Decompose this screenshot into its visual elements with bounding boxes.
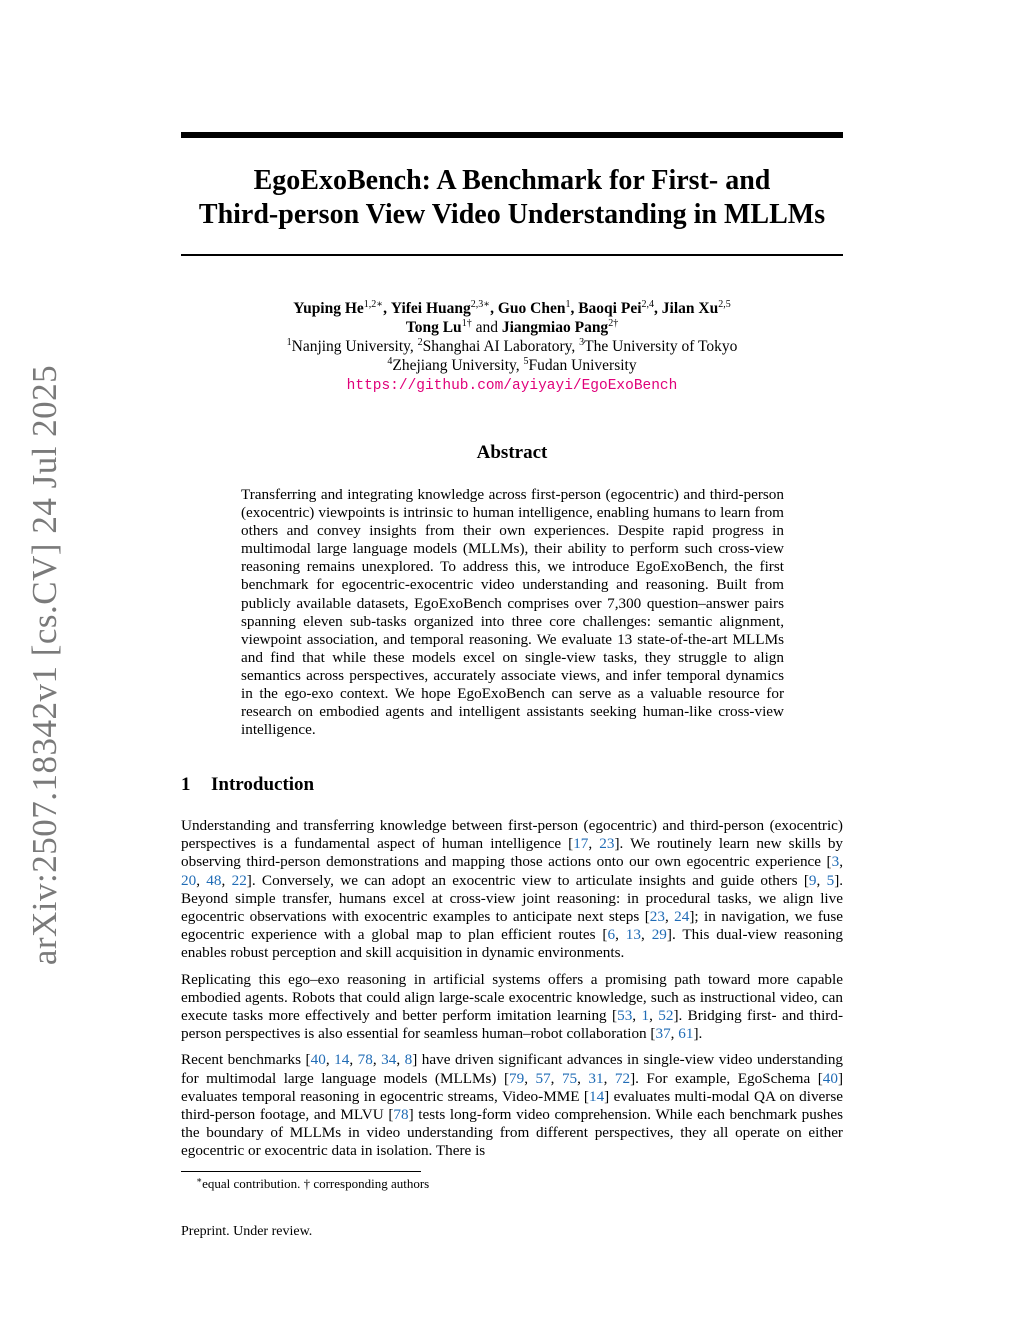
paragraph-text: ] tests long-form video comprehension. While each benchmark pushes the boundary of MLLMs in video understanding from different perspectives, they all operate on either egocentric or exocentric data in isolation. There is — [181, 1106, 843, 1160]
introduction-body — [181, 817, 843, 1169]
affiliation-sup: 3 — [579, 337, 585, 348]
paragraph-text: ] evaluates multi-modal QA on diverse third-person footage, and MLVU [ — [181, 1087, 843, 1124]
paragraph-text: ]. Beyond simple transfer, humans excel at cross-view joint reasoning: in procedural tasks, we align live egocentric observations with exocentric examples to anticipate next steps [ — [181, 871, 844, 926]
affiliation: Nanjing University — [291, 338, 410, 355]
author-line-1: Yuping $He^{1,2∗}$, Yifei Huang$^{2,3∗}$, Guo Chen$^1$, Baoqi Pei$^{2,4}$, Jilan Xu$^{2,5}$ — [293, 299, 731, 317]
author-name: Jilan Xu — [661, 300, 719, 317]
author-name: Yifei Huang — [390, 300, 471, 317]
citation-link[interactable]: 79 — [509, 1069, 525, 1087]
title-rule-top — [181, 132, 843, 138]
affiliation-sup: 5 — [523, 356, 529, 367]
paragraph-text: Understanding and transferring knowledge between first-person (egocentric) and third-person (exocentric) perspectives is a fundamental aspect of human intelligence [ — [181, 817, 843, 853]
paragraph — [181, 971, 843, 1044]
title-line-2: Third-person View Video Understanding in MLLMs — [198, 199, 826, 230]
author-name: Guo Chen — [497, 300, 566, 317]
affiliation: Fudan University — [528, 357, 637, 374]
citation-link[interactable]: 40 — [310, 1051, 326, 1069]
paragraph-text: ]. Conversely, we can adopt an exocentric view to articulate insights and guide others [ — [246, 871, 809, 889]
title-rule-bottom — [181, 254, 843, 256]
paragraph-text: ]. For example, EgoSchema [ — [630, 1069, 823, 1087]
paragraph-text: , — [196, 871, 207, 889]
footnote-rule — [181, 1171, 421, 1172]
affiliation-line-1: $^1$Nanjing University, $^2$Shanghai AI Laboratory, $^3$The University of Tokyo — [286, 337, 738, 355]
citation-link[interactable]: 23 — [599, 835, 615, 853]
citation-link[interactable]: 37 — [655, 1025, 671, 1043]
footnote-mark: ∗ — [196, 1175, 203, 1185]
paragraph-text: Recent benchmarks [ — [181, 1051, 311, 1069]
paragraph-text: ]. We routinely learn new skills by observing third-person demonstrations and mapping those actions onto our own egocentric experience [ — [181, 835, 844, 871]
paragraph-text: ]. Bridging first- and third-person perspectives is also essential for seamless human–robot collaboration [ — [181, 1007, 844, 1043]
affiliation: Shanghai AI Laboratory — [422, 338, 572, 355]
citation-link[interactable]: 78 — [357, 1051, 373, 1069]
title-line-1: EgoExoBench: A Benchmark for First- and — [253, 165, 771, 196]
author-name: Yuping He — [293, 300, 364, 317]
citation-link[interactable]: 3 — [831, 853, 840, 871]
author-and: and — [475, 319, 498, 336]
author-sup: 2† — [608, 318, 619, 329]
arxiv-stamp: arXiv:2507.18342v1 [cs.CV] 24 Jul 2025 — [25, 364, 64, 966]
paragraph-text: , — [632, 1007, 642, 1025]
citation-link[interactable]: 40 — [822, 1069, 838, 1087]
affiliation: Zhejiang University — [392, 357, 516, 374]
author-sup: 1,2∗ — [363, 299, 384, 310]
affiliation-sup: 4 — [387, 356, 393, 367]
paragraph-text: , — [640, 926, 652, 944]
author-line-2 — [181, 318, 843, 337]
affiliation-sup: 2 — [417, 337, 423, 348]
author-block — [181, 299, 843, 396]
citation-link[interactable]: 52 — [658, 1007, 674, 1025]
citation-link[interactable]: 57 — [535, 1069, 551, 1087]
citation-link[interactable]: 78 — [393, 1106, 409, 1124]
paragraph-text: , — [615, 926, 626, 944]
citation-link[interactable]: 13 — [625, 926, 641, 944]
section-title: Introduction — [211, 774, 315, 795]
paragraph-text: , — [325, 1051, 335, 1069]
citation-link[interactable]: 34 — [381, 1051, 397, 1069]
paragraph-text: , — [670, 1025, 679, 1043]
abstract-heading: Abstract — [476, 442, 548, 463]
repo-link[interactable]: https://github.com/ayiyayi/EgoExoBench — [346, 378, 678, 394]
preprint-note: Preprint. Under review. — [181, 1224, 313, 1239]
citation-link[interactable]: 29 — [651, 926, 667, 944]
paragraph-text: , — [577, 1069, 589, 1087]
citation-link[interactable]: 17 — [573, 835, 589, 853]
citation-link[interactable]: 14 — [588, 1087, 605, 1105]
paragraph-text: , — [396, 1051, 405, 1069]
paragraph-text: ] have driven significant advances in single-view video understanding for multimodal large language models (MLLMs) [ — [181, 1051, 844, 1087]
footnote — [196, 1176, 429, 1192]
citation-link[interactable]: 24 — [674, 908, 690, 926]
author-sup: 2,5 — [718, 299, 731, 310]
paragraph-text: , — [664, 908, 675, 926]
affiliation: The University of Tokyo — [584, 338, 738, 355]
author-sup: 1† — [461, 318, 472, 329]
author-sup: 2,3∗ — [470, 299, 491, 310]
paragraph-text: ]. This dual-view reasoning enables robust perception and skill acquisition in dynamic environments. — [181, 926, 843, 962]
paragraph — [181, 1051, 843, 1160]
paragraph-text: , — [550, 1069, 562, 1087]
affiliation-sup: 1 — [286, 337, 292, 348]
citation-link[interactable]: 9 — [808, 871, 817, 889]
paragraph-text: Replicating this ego–exo reasoning in artificial systems offers a promising path toward more capable embodied agents. Robots that could align large-scale exocentric knowledge, such as instructional video, can execute tasks more effectively and better perform imitation learning [ — [181, 970, 843, 1025]
citation-link[interactable]: 23 — [649, 908, 665, 926]
author-name: Baoqi Pei — [578, 300, 642, 317]
paragraph-text: , — [524, 1069, 536, 1087]
paragraph-text: , — [221, 871, 232, 889]
citation-link[interactable]: 14 — [334, 1051, 350, 1069]
citation-link[interactable]: 20 — [181, 871, 197, 889]
footnote-text: equal contribution. † corresponding authors — [202, 1176, 430, 1191]
citation-link[interactable]: 6 — [607, 926, 616, 944]
citation-link[interactable]: 53 — [617, 1007, 633, 1025]
citation-link[interactable]: 61 — [678, 1025, 694, 1043]
citation-link[interactable]: 8 — [404, 1051, 413, 1069]
paragraph — [181, 817, 843, 963]
paper-title — [181, 164, 843, 232]
author-name: Tong Lu — [405, 319, 462, 336]
section-number: 1 — [181, 774, 191, 795]
citation-link[interactable]: 1 — [641, 1007, 650, 1025]
paragraph-text: , — [349, 1051, 358, 1069]
citation-link[interactable]: 72 — [614, 1069, 631, 1087]
paragraph-text: ] evaluates temporal reasoning in egocentric streams, Video-MME [ — [181, 1069, 844, 1105]
author-sup: 2,4 — [641, 299, 655, 310]
citation-link[interactable]: 5 — [826, 871, 835, 889]
author-sup: 1 — [565, 299, 571, 310]
affiliation-line-2: $^4$Zhejiang University, $^5$Fudan University — [387, 356, 637, 374]
paragraph-text: , — [603, 1069, 615, 1087]
paragraph-text: ]; in navigation, we fuse egocentric experience with a global map to plan efficient routes [ — [181, 908, 844, 944]
section-heading — [181, 774, 314, 796]
citation-link[interactable]: 31 — [588, 1069, 604, 1087]
paragraph-text: ]. — [693, 1025, 703, 1043]
author-name: Jiangmiao Pang — [501, 319, 609, 336]
abstract-text: Transferring and integrating knowledge across first-person (egocentric) and third-person (exocentric) viewpoints is intrinsic to human intelligence, enabling humans to learn from others and convey insights from their own experiences. Despite rapid progress in multimodal large language models (MLLMs), their ability to perform such cross-view reasoning remains unexplored. To address this, we introduce EgoExoBench, the first benchmark for egocentric-exocentric video understanding and reasoning. Built from publicly available datasets, EgoExoBench comprises over 7,300 question–answer pairs spanning eleven sub-tasks organized into three core challenges: semantic alignment, viewpoint association, and temporal reasoning. We evaluate 13 state-of-the-art MLLMs and find that while these models excel on single-view tasks, they struggle to align semantics across perspectives, accurately associate views, and infer temporal dynamics in the ego-exo context. We hope EgoExoBench can serve as a valuable resource for research on embodied agents and intelligent assistants seeking human-like cross-view intelligence. — [241, 486, 784, 739]
citation-link[interactable]: 48 — [206, 871, 222, 889]
paragraph-text: , — [372, 1051, 382, 1069]
paragraph-text: , — [816, 871, 827, 889]
citation-link[interactable]: 75 — [561, 1069, 578, 1087]
citation-link[interactable]: 22 — [231, 871, 247, 889]
paragraph-text: , — [649, 1007, 659, 1025]
paragraph-text: , — [839, 853, 843, 871]
paragraph-text: , — [588, 835, 600, 853]
